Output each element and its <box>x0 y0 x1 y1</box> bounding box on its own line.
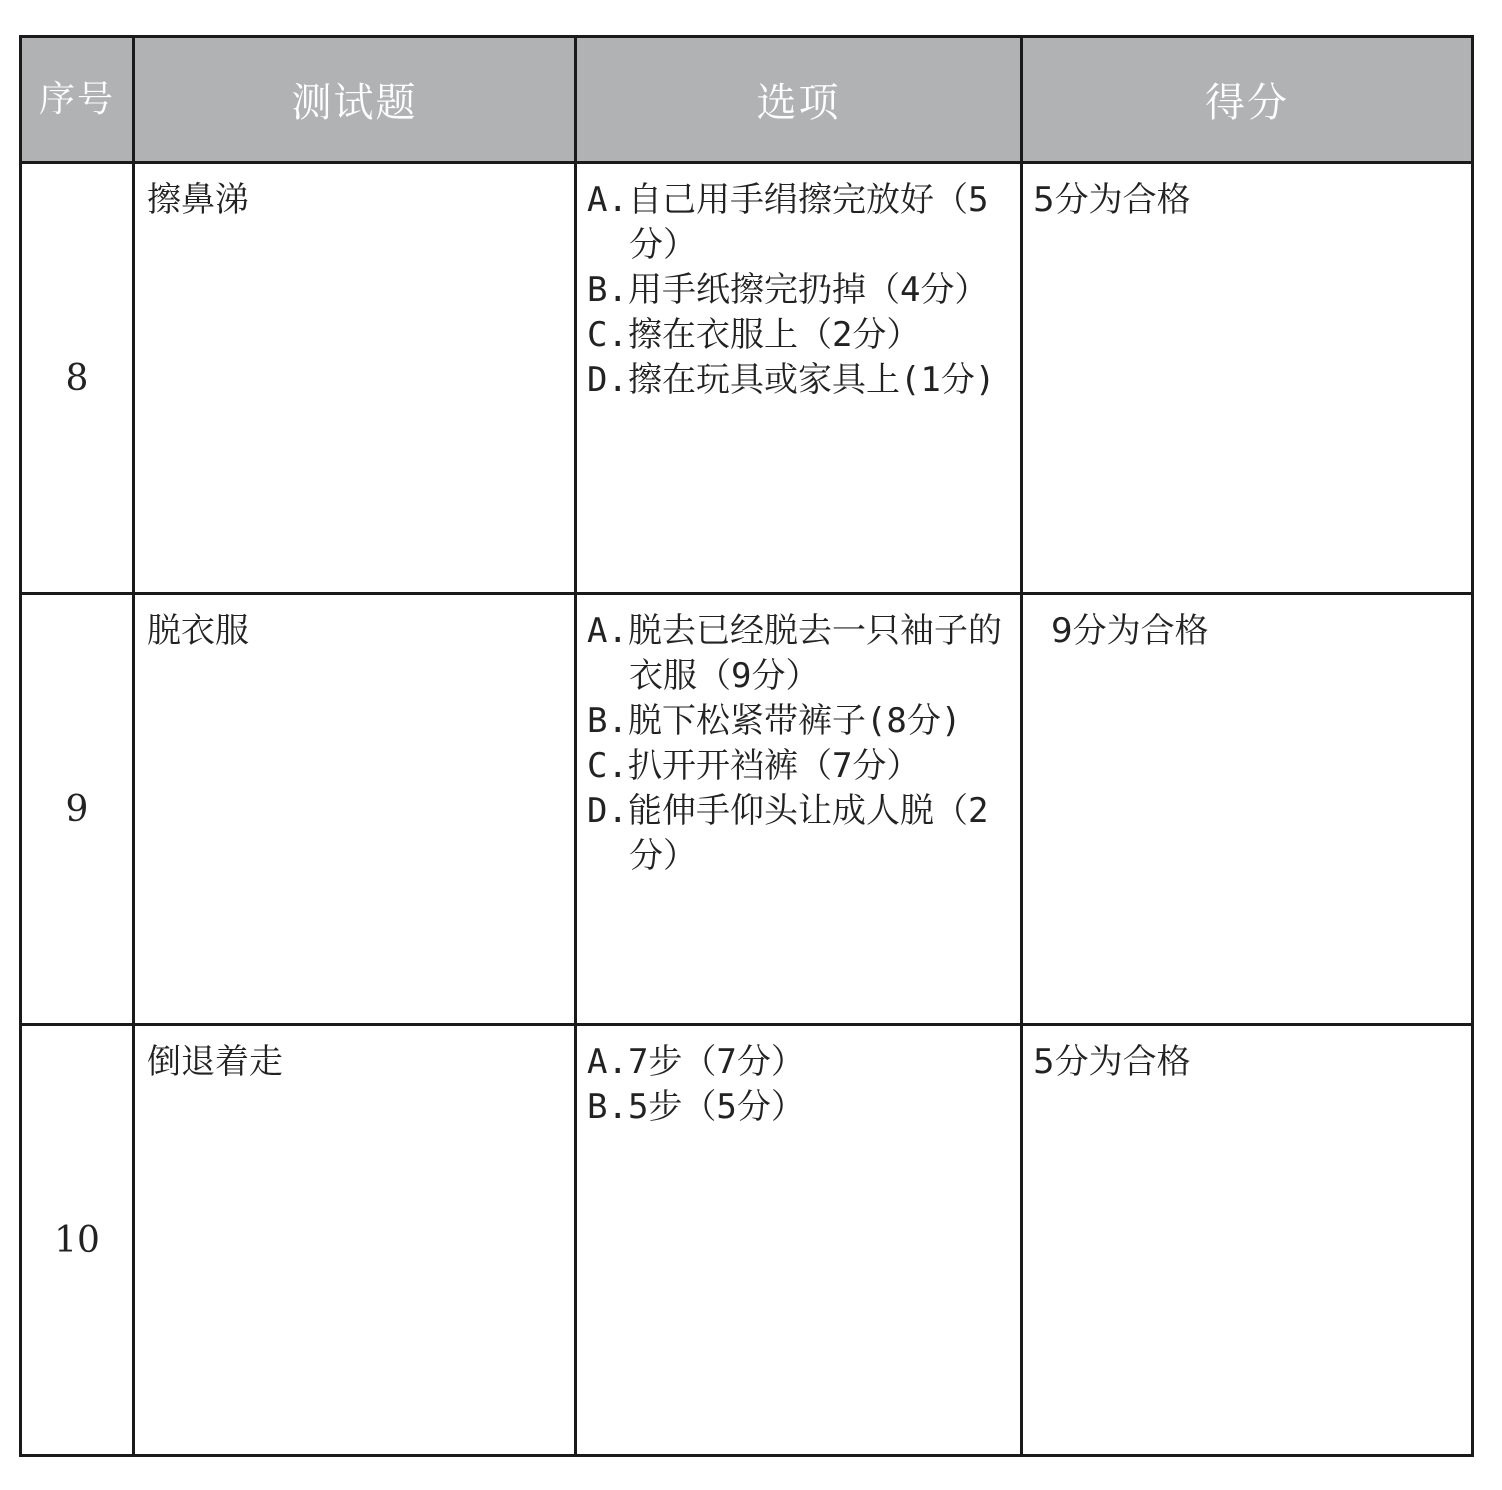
table-row <box>21 594 1473 1025</box>
row-index: 8 <box>21 163 134 594</box>
row-options <box>576 594 1022 1025</box>
row-options <box>576 163 1022 594</box>
option-item: A.脱去已经脱去一只袖子的衣服（9分） <box>587 611 1002 696</box>
row-score <box>1022 594 1473 1025</box>
table-row <box>21 1025 1473 1456</box>
option-item: A.7步（7分） <box>587 1042 805 1082</box>
row-score-text: 9分为合格 <box>1051 611 1209 651</box>
option-item: C.擦在衣服上（2分） <box>587 315 921 355</box>
row-score: 5分为合格 <box>1022 163 1473 594</box>
header-options: 选项 <box>576 37 1022 163</box>
evaluation-table <box>19 35 1474 1457</box>
option-item: D.能伸手仰头让成人脱（2分） <box>587 791 989 876</box>
option-item: C.扒开开裆裤（7分） <box>587 746 921 786</box>
header-index: 序号 <box>21 37 134 163</box>
row-question: 倒退着走 <box>134 1025 576 1456</box>
option-item: A.自己用手绢擦完放好（5分） <box>587 180 989 265</box>
header-score: 得分 <box>1022 37 1473 163</box>
option-item: D.擦在玩具或家具上(1分) <box>587 360 996 400</box>
row-index: 9 <box>21 594 134 1025</box>
option-item: B.用手纸擦完扔掉（4分） <box>587 270 989 310</box>
row-index: 10 <box>21 1025 134 1456</box>
row-score: 5分为合格 <box>1022 1025 1473 1456</box>
header-row <box>21 37 1473 163</box>
row-question: 擦鼻涕 <box>134 163 576 594</box>
option-item: B.5步（5分） <box>587 1087 805 1127</box>
evaluation-table-container <box>19 35 1471 1455</box>
row-question: 脱衣服 <box>134 594 576 1025</box>
header-question: 测试题 <box>134 37 576 163</box>
option-item: B.脱下松紧带裤子(8分) <box>587 701 962 741</box>
table-row <box>21 163 1473 594</box>
row-options <box>576 1025 1022 1456</box>
